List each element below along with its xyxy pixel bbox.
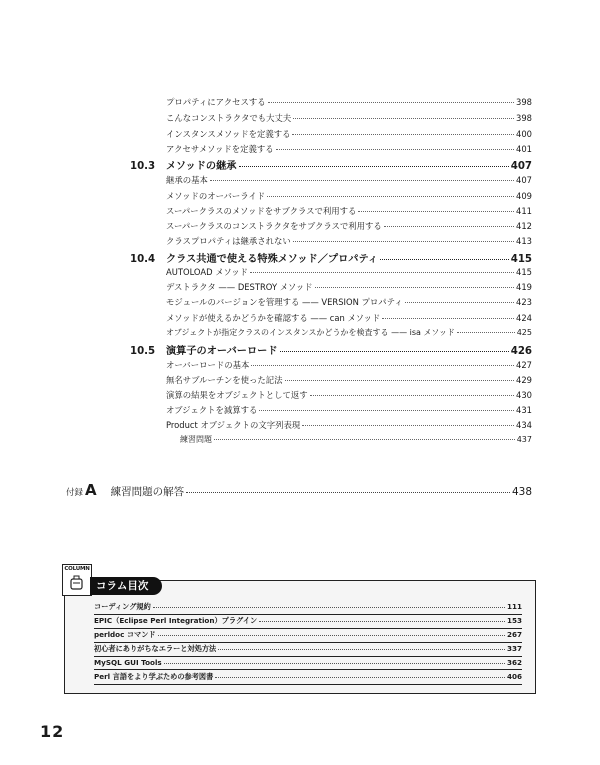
dot-leader — [153, 607, 505, 608]
dot-leader — [457, 332, 515, 333]
column-entry-title: コーディング規約 — [94, 602, 151, 611]
appendix-letter: A — [85, 481, 97, 499]
toc-entry-title: デストラクタ —— DESTROY メソッド — [166, 282, 313, 292]
toc-entry-title: 演算の結果をオブジェクトとして返す — [166, 390, 308, 400]
dot-leader — [259, 410, 514, 411]
dot-leader — [315, 287, 514, 288]
appendix-entry[interactable] — [66, 481, 532, 499]
dot-leader — [218, 649, 505, 650]
dot-leader — [310, 395, 514, 396]
toc-entry-title: 継承の基本 — [166, 175, 208, 185]
column-entry-title: MySQL GUI Tools — [94, 658, 162, 667]
toc-entry-page: 424 — [516, 313, 532, 323]
dot-leader — [382, 318, 514, 319]
toc-entry[interactable] — [166, 128, 532, 140]
pot-icon — [70, 575, 83, 590]
toc-entry-title: スーパークラスのコンストラクタをサブクラスで利用する — [166, 221, 382, 231]
toc-entry[interactable] — [166, 327, 532, 338]
column-entry[interactable] — [94, 644, 522, 657]
column-icon-label: COLUMN — [64, 566, 90, 572]
column-icon — [62, 564, 92, 596]
toc-entry-page: 412 — [516, 221, 532, 231]
dot-leader — [215, 677, 505, 678]
column-entry-title: perldoc コマンド — [94, 630, 156, 639]
toc-entry-title: モジュールのバージョンを管理する —— VERSION プロパティ — [166, 297, 403, 307]
toc-entry[interactable] — [166, 389, 532, 401]
toc-entry-page: 427 — [516, 360, 532, 370]
toc-entry-title: 練習問題 — [180, 435, 212, 444]
toc-entry-page: 413 — [516, 236, 532, 246]
page-number: 12 — [40, 722, 65, 741]
toc-section[interactable] — [130, 157, 532, 172]
dot-leader — [158, 635, 505, 636]
column-entry-page: 362 — [506, 658, 522, 667]
toc-entry-title: 無名サブルーチンを使った記法 — [166, 375, 283, 385]
column-entry-page: 406 — [506, 672, 522, 681]
toc-entry-title: アクセサメソッドを定義する — [166, 144, 274, 154]
toc-entry-page: 437 — [516, 435, 532, 444]
section-number: 10.4 — [130, 254, 156, 265]
toc-entry[interactable] — [166, 374, 532, 386]
toc-entry[interactable] — [166, 235, 532, 247]
column-entry-title: 初心者にありがちなエラーと対処方法 — [94, 644, 217, 653]
toc-entry-page: 419 — [516, 282, 532, 292]
toc-entry-title: オーバーロードの基本 — [166, 360, 250, 370]
column-entry-title: EPIC（Eclipse Perl Integration）プラグイン — [94, 616, 258, 625]
dot-leader — [293, 241, 514, 242]
dot-leader — [292, 134, 514, 135]
column-entry[interactable] — [94, 672, 522, 685]
dot-leader — [285, 380, 515, 381]
dot-leader — [302, 425, 514, 426]
section-title: クラス共通で使える特殊メソッド／プロパティ — [166, 254, 378, 265]
dot-leader — [293, 118, 514, 119]
dot-leader — [214, 439, 515, 440]
dot-leader — [210, 180, 514, 181]
section-number: 10.3 — [130, 161, 156, 172]
dot-leader — [280, 351, 509, 352]
appendix-tag: 付録 — [66, 488, 84, 498]
toc-entry[interactable] — [180, 434, 532, 445]
column-entry-page: 111 — [506, 602, 522, 611]
toc-entry-title: オブジェクトが指定クラスのインスタンスかどうかを検査する —— isa メソッド — [166, 328, 455, 337]
column-entry-page: 153 — [506, 616, 522, 625]
section-number: 10.5 — [130, 346, 156, 357]
column-title: コラム目次 — [90, 577, 162, 595]
dot-leader — [164, 663, 505, 664]
toc-entry-title: インスタンスメソッドを定義する — [166, 129, 291, 139]
toc-entry-page: 434 — [516, 420, 532, 430]
section-title: メソッドの継承 — [166, 161, 237, 172]
toc-entry-page: 423 — [516, 297, 532, 307]
dot-leader — [358, 211, 514, 212]
section-page: 407 — [510, 161, 532, 172]
column-entry[interactable] — [94, 602, 522, 615]
toc-entry[interactable] — [166, 96, 532, 108]
toc-entry[interactable] — [166, 281, 532, 293]
dot-leader — [405, 302, 514, 303]
toc-entry-page: 400 — [516, 129, 532, 139]
toc-entry[interactable] — [166, 220, 532, 232]
toc-entry[interactable] — [166, 174, 532, 186]
dot-leader — [380, 259, 509, 260]
dot-leader — [384, 226, 514, 227]
toc-entry-title: メソッドが使えるかどうかを確認する —— can メソッド — [166, 313, 381, 323]
toc-entry-page: 398 — [516, 97, 532, 107]
toc-entry-page: 431 — [516, 405, 532, 415]
column-entry-page: 337 — [506, 644, 522, 653]
toc-entry[interactable] — [166, 312, 532, 324]
column-entry[interactable] — [94, 616, 522, 629]
toc-entry-title: クラスプロパティは継承されない — [166, 236, 291, 246]
dot-leader — [267, 196, 514, 197]
toc-entry-page: 409 — [516, 191, 532, 201]
column-entry[interactable] — [94, 658, 522, 670]
toc-entry-page: 415 — [516, 267, 532, 277]
toc-entry[interactable] — [166, 266, 532, 278]
toc-entry-title: Product オブジェクトの文字列表現 — [166, 420, 301, 430]
toc-entry[interactable] — [166, 359, 532, 371]
dot-leader — [250, 272, 514, 273]
dot-leader — [239, 166, 509, 167]
appendix-page: 438 — [511, 486, 532, 498]
toc-entry-page: 398 — [516, 113, 532, 123]
dot-leader — [259, 621, 505, 622]
toc-entry-page: 401 — [516, 144, 532, 154]
section-page: 415 — [510, 254, 532, 265]
toc-entry[interactable] — [166, 112, 532, 124]
toc-entry-page: 425 — [516, 328, 532, 337]
toc-entry[interactable] — [166, 205, 532, 217]
dot-leader — [251, 365, 514, 366]
toc-entry-title: メソッドのオーバーライド — [166, 191, 266, 201]
dot-leader — [276, 149, 514, 150]
toc-entry-page: 429 — [516, 375, 532, 385]
toc-entry-title: プロパティにアクセスする — [166, 97, 266, 107]
section-title: 演算子のオーバーロード — [166, 346, 278, 357]
toc-entry[interactable] — [166, 296, 532, 308]
toc-entry-title: AUTOLOAD メソッド — [166, 267, 249, 277]
toc-entry-title: オブジェクトを減算する — [166, 405, 258, 415]
toc-entry-page: 411 — [516, 206, 532, 216]
toc-entry-title: スーパークラスのメソッドをサブクラスで利用する — [166, 206, 357, 216]
appendix-title: 練習問題の解答 — [110, 486, 185, 498]
toc-entry[interactable] — [166, 419, 532, 431]
toc-entry[interactable] — [166, 404, 532, 416]
toc-section[interactable] — [130, 250, 532, 265]
column-entry[interactable] — [94, 630, 522, 643]
toc-entry[interactable] — [166, 143, 532, 155]
toc-entry-title: こんなコンストラクタでも大丈夫 — [166, 113, 292, 123]
toc-entry-page: 407 — [516, 175, 532, 185]
toc-section[interactable] — [130, 342, 532, 357]
toc-entry[interactable] — [166, 190, 532, 202]
dot-leader — [186, 492, 510, 493]
section-page: 426 — [510, 346, 532, 357]
toc-entry-page: 430 — [516, 390, 532, 400]
column-entry-title: Perl 言語をより学ぶための参考図書 — [94, 672, 214, 681]
dot-leader — [268, 102, 514, 103]
column-entry-page: 267 — [506, 630, 522, 639]
